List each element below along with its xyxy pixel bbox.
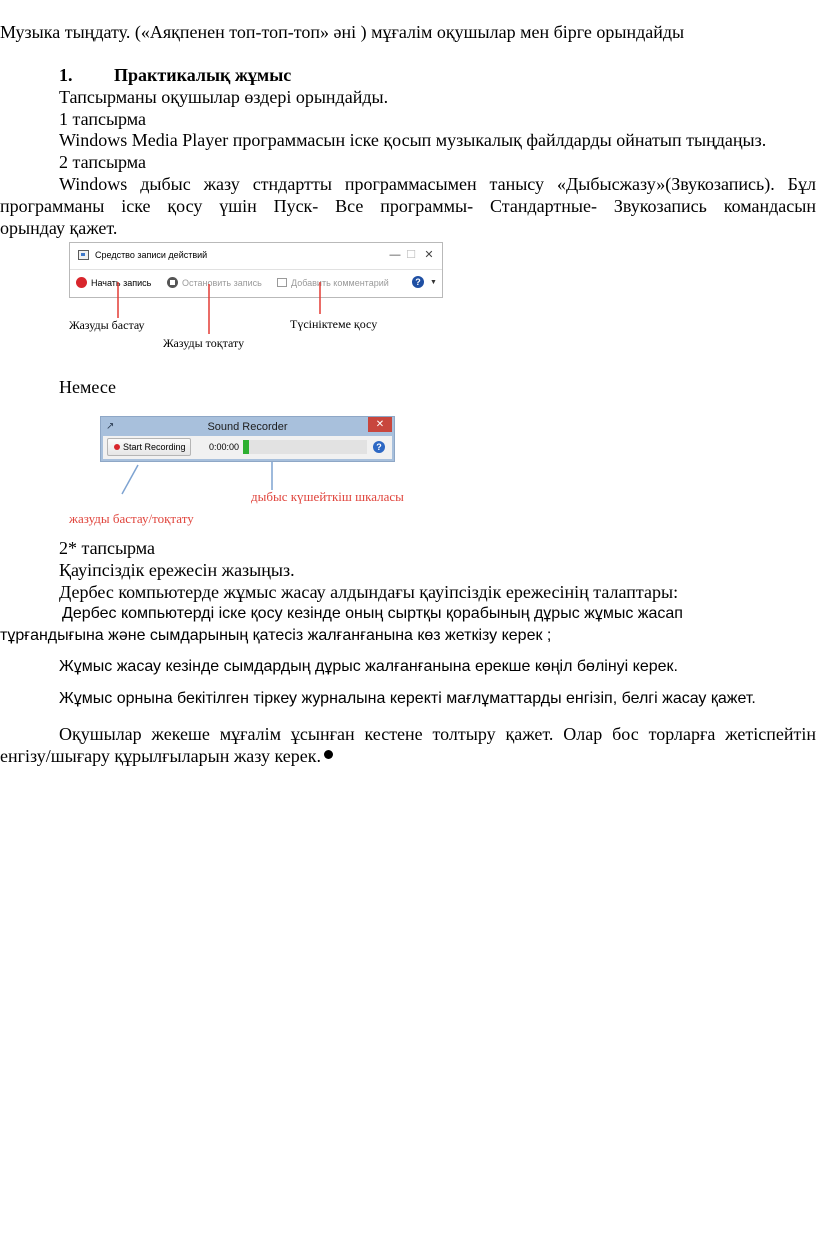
level-meter-fill bbox=[243, 440, 249, 454]
closing-line2-wrap bbox=[0, 745, 333, 767]
intro-text: Музыка тыңдату. («Аяқпенен топ-топ-топ» әні ) мұғалім оқушылар мен бірге орындайды bbox=[0, 22, 685, 42]
task2-line2: программаны іске қосу үшін Пуск- Все программы- Стандартные- Звукозапись командасын bbox=[0, 196, 816, 216]
maximize-button[interactable]: ☐ bbox=[406, 249, 416, 261]
task1-label: 1 тапсырма bbox=[59, 109, 147, 129]
section-title: Практикалық жұмыс bbox=[114, 65, 292, 85]
caption-comment: Түсініктеме қосу bbox=[290, 317, 378, 331]
chevron-down-icon[interactable]: ▼ bbox=[430, 279, 437, 286]
microphone-icon: ↗ bbox=[106, 421, 115, 432]
task2b-text: Қауіпсіздік ережесін жазыңыз. bbox=[59, 560, 295, 580]
task2-label: 2 тапсырма bbox=[59, 152, 147, 172]
close-button[interactable]: ✕ bbox=[368, 417, 392, 432]
safety-item1-line1: Дербес компьютерді іске қосу кезінде оның сыртқы қорабының дұрыс жұмыс жасап bbox=[62, 605, 683, 622]
help-icon[interactable]: ? bbox=[412, 276, 424, 288]
start-recording-label: Start Recording bbox=[123, 442, 186, 452]
help-icon[interactable]: ? bbox=[373, 441, 385, 453]
bullet-dot-icon bbox=[324, 750, 333, 759]
safety-item2: Жұмыс жасау кезінде сымдардың дұрыс жалғанғанына ерекше көңіл бөлінуі керек. bbox=[59, 658, 678, 675]
caption-level: дыбыс күшейткіш шкаласы bbox=[251, 489, 404, 504]
caption-stop: Жазуды тоқтату bbox=[163, 336, 245, 350]
steps-recorder-title: Средство записи действий bbox=[95, 250, 208, 260]
sound-recorder-title: Sound Recorder bbox=[207, 421, 288, 433]
sound-recorder-window bbox=[100, 416, 395, 462]
closing-line2: енгізу/шығару құрылғыларын жазу керек. bbox=[0, 746, 322, 766]
safety-item3: Жұмыс орнына бекітілген тіркеу журналына керекті мағлұматтарды енгізіп, белгі жасау қажет. bbox=[59, 690, 756, 707]
caption-start: Жазуды бастау bbox=[69, 318, 145, 332]
task1-text: Windows Media Player программасын іске қосып музыкалық файлдарды ойнатып тыңдаңыз. bbox=[59, 130, 767, 150]
close-button[interactable]: ✕ bbox=[424, 249, 434, 261]
minimize-button[interactable]: — bbox=[389, 249, 401, 261]
record-icon bbox=[114, 444, 120, 450]
tasks-intro: Тапсырманы оқушылар өздері орындайды. bbox=[59, 87, 389, 107]
safety-item1-line2: тұрғандығына және сымдарының қатесіз жалғанғанына көз жеткізу керек ; bbox=[0, 627, 552, 644]
task2b-label: 2* тапсырма bbox=[59, 538, 156, 558]
section-number: 1. bbox=[59, 65, 73, 85]
start-stop-annotation-line bbox=[122, 465, 138, 494]
elapsed-time: 0:00:00 bbox=[209, 442, 240, 452]
start-recording-button[interactable] bbox=[107, 438, 191, 456]
level-meter bbox=[243, 440, 367, 454]
add-comment-button[interactable]: Добавить комментарий bbox=[291, 278, 389, 288]
task2-line3: орындау қажет. bbox=[0, 218, 118, 238]
task2-line1: Windows дыбыс жазу стндартты программасымен танысу «Дыбысжазу»(Звукозапись). Бұл bbox=[59, 174, 816, 194]
closing-line1: Оқушылар жекеше мұғалім ұсынған кестене толтыру қажет. Олар бос торларға жетіспейтін bbox=[59, 724, 816, 744]
or-word: Немесе bbox=[59, 377, 117, 397]
start-record-button[interactable]: Начать запись bbox=[91, 278, 152, 288]
sound-recorder-body bbox=[103, 436, 392, 459]
safety-heading: Дербес компьютерде жұмыс жасау алдындағы қауіпсіздік ережесінің талаптары: bbox=[59, 582, 679, 602]
stop-record-button[interactable]: Остановить запись bbox=[182, 278, 262, 288]
caption-start-stop: жазуды бастау/тоқтату bbox=[69, 511, 194, 526]
